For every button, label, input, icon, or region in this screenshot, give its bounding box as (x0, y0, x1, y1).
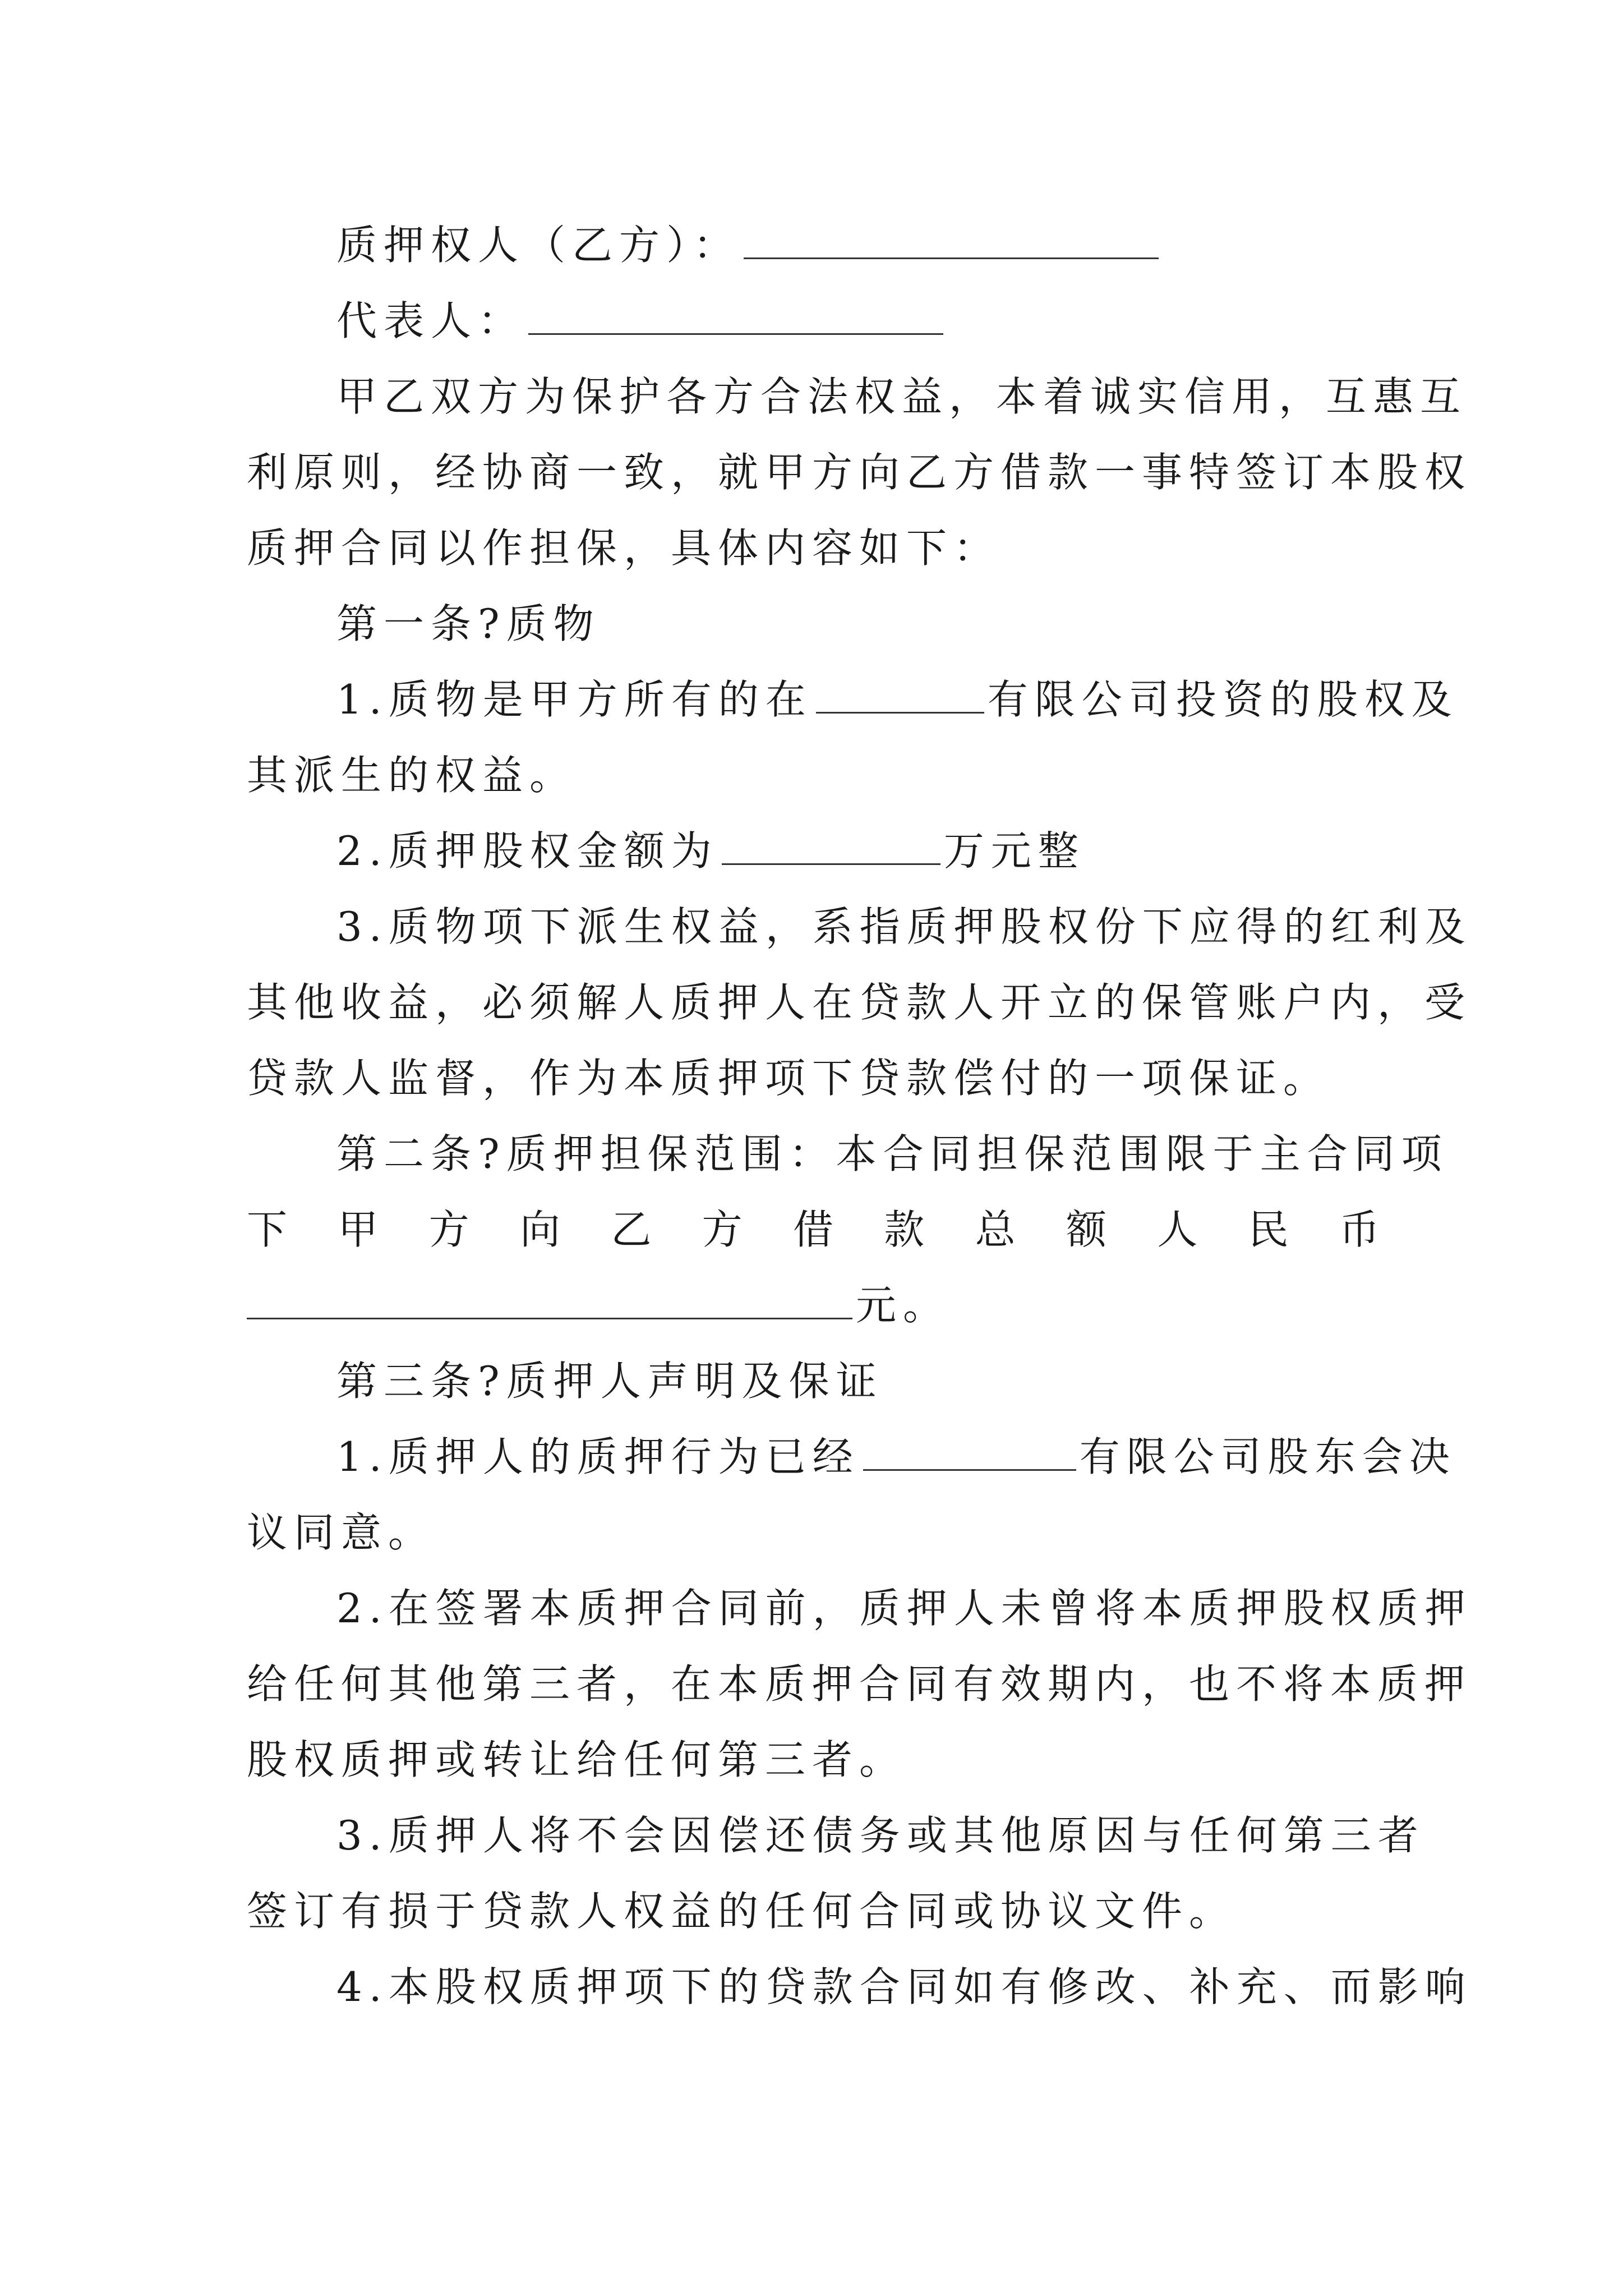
article1-item3-line2: 其他收益，必须解人质押人在贷款人开立的保管账户内，受 (247, 979, 1472, 1026)
article2-char: 方 (702, 1206, 743, 1253)
article1-item1-text-a: 1.质物是甲方所有的在 (336, 676, 813, 723)
article2-line1: 第二条?质押担保范围：本合同担保范围限于主合同项 (336, 1130, 1449, 1177)
representative-label: 代表人： (336, 297, 525, 344)
pledgee-label: 质押权人（乙方）： (336, 222, 741, 269)
company-blank-2 (863, 1429, 1076, 1471)
article3-item3-line1: 3.质押人将不会因偿还债务或其他原因与任何第三者 (336, 1812, 1425, 1859)
article2-line2 (247, 1192, 1380, 1268)
article3-item2-line1: 2.在签署本质押合同前，质押人未曾将本质押股权质押 (336, 1585, 1472, 1632)
representative-line (336, 283, 1380, 359)
amount-blank (722, 823, 940, 865)
article1-item2-text-b: 万元整 (943, 827, 1085, 875)
representative-blank (528, 293, 943, 335)
rmb-amount-blank (247, 1277, 852, 1319)
article1-item1-cont: 其派生的权益。 (247, 752, 577, 799)
article2-char: 向 (519, 1206, 560, 1253)
article3-item1-cont: 议同意。 (247, 1509, 436, 1556)
article3-item1 (336, 1419, 1456, 1495)
article1-item3-line1: 3.质物项下派生权益，系指质押股权份下应得的红利及 (336, 903, 1472, 950)
intro-line-1: 甲乙双方为保护各方合法权益，本着诚实信用，互惠互 (336, 373, 1468, 420)
article2-char: 额 (1066, 1206, 1106, 1253)
article2-char: 甲 (338, 1206, 379, 1253)
article1-item3-line3: 贷款人监督，作为本质押项下贷款偿付的一项保证。 (247, 1055, 1331, 1102)
intro-line-2: 利原则，经协商一致，就甲方向乙方借款一事特签订本股权 (247, 449, 1472, 496)
article3-item2-line3: 股权质押或转让给任何第三者。 (247, 1736, 907, 1783)
pledgee-line (336, 208, 1380, 283)
article2-char: 下 (247, 1206, 288, 1253)
article3-item1-text-a: 1.质押人的质押行为已经 (336, 1433, 860, 1480)
intro-line-3: 质押合同以作担保，具体内容如下： (247, 524, 1001, 572)
article2-char: 民 (1248, 1206, 1289, 1253)
article2-char: 乙 (611, 1206, 652, 1253)
article1-item2 (336, 813, 1380, 889)
article3-item2-line2: 给任何其他第三者，在本质押合同有效期内，也不将本质押 (247, 1660, 1472, 1708)
article2-char: 借 (792, 1206, 833, 1253)
article2-line3 (247, 1268, 1380, 1343)
article1-heading: 第一条?质物 (336, 600, 601, 647)
article2-line3-end: 元。 (856, 1282, 951, 1329)
article2-char: 币 (1339, 1206, 1380, 1253)
article3-item3-line2: 签订有损于贷款人权益的任何合同或协议文件。 (247, 1888, 1237, 1935)
article1-item1-text-b: 有限公司投资的股权及 (987, 676, 1459, 723)
article3-item4-line1: 4.本股权质押项下的贷款合同如有修改、补充、而影响 (336, 1963, 1472, 2010)
article1-item2-text-a: 2.质押股权金额为 (336, 827, 718, 875)
company-blank-1 (816, 671, 984, 714)
article2-char: 总 (975, 1206, 1016, 1253)
article2-char: 方 (428, 1206, 469, 1253)
article2-char: 款 (884, 1206, 925, 1253)
article3-item1-text-b: 有限公司股东会决 (1079, 1433, 1456, 1480)
article2-char: 人 (1157, 1206, 1198, 1253)
article1-item1 (336, 662, 1459, 738)
pledgee-blank (744, 217, 1159, 259)
article3-heading: 第三条?质押人声明及保证 (336, 1358, 883, 1405)
